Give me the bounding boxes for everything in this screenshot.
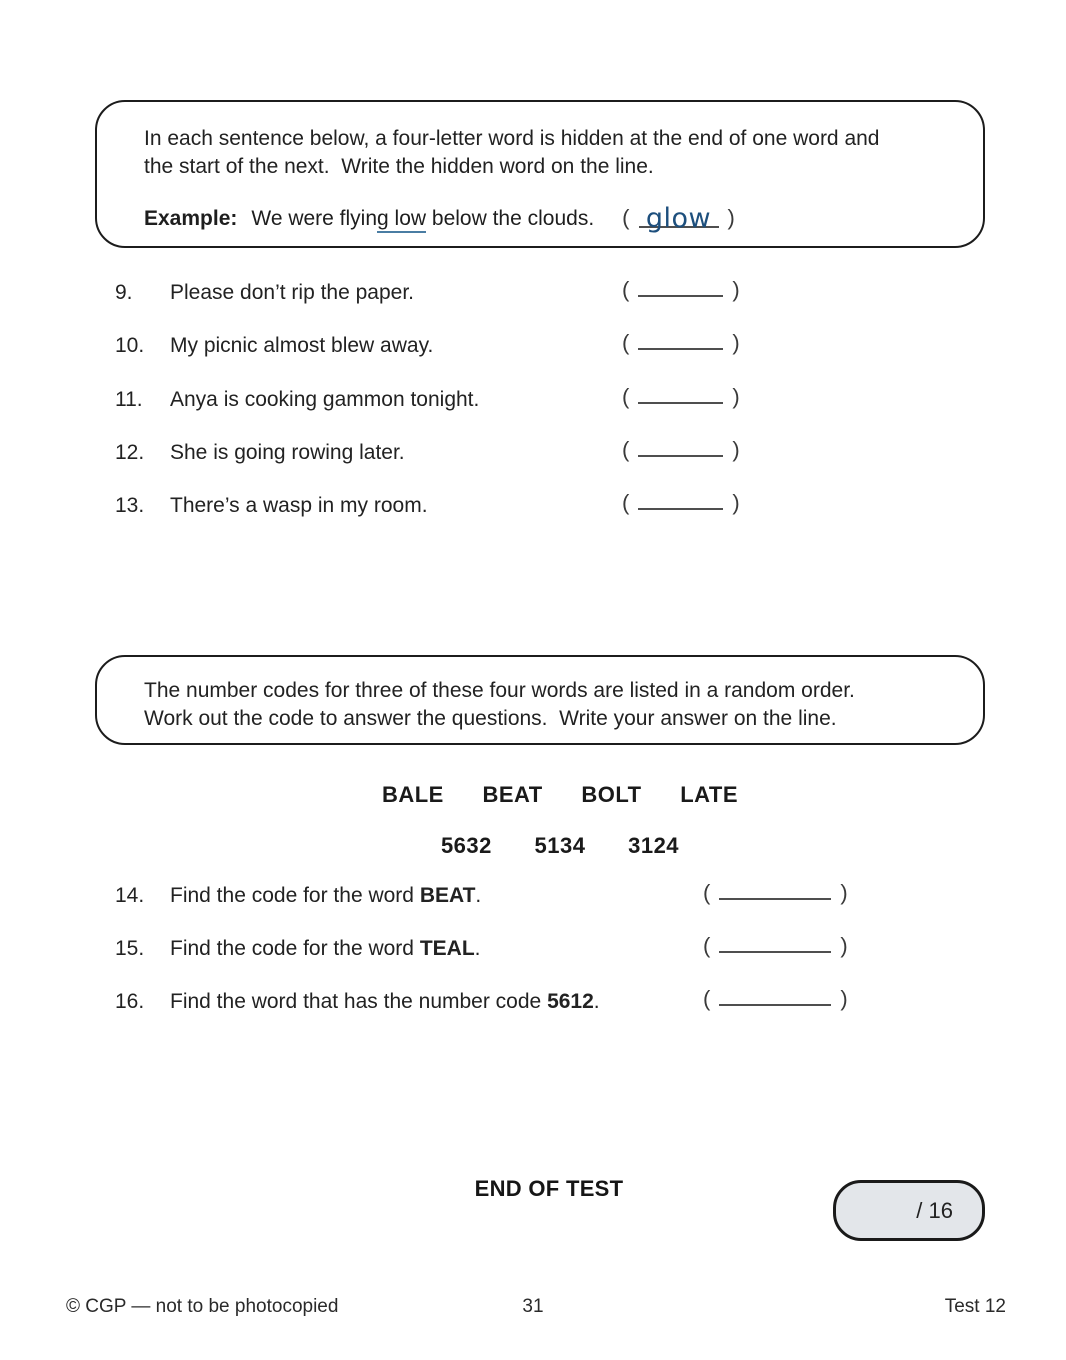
open-paren: ( (622, 205, 630, 230)
open-paren: ( (622, 330, 630, 355)
close-paren: ) (732, 330, 740, 355)
number-code: 5134 (534, 833, 586, 858)
code-word: BOLT (581, 782, 642, 807)
example-sentence: We were flying low below the clouds. (251, 207, 594, 231)
close-paren: ) (732, 277, 740, 302)
question-text: Please don’t rip the paper. (170, 281, 415, 304)
question-text: She is going rowing later. (170, 441, 405, 464)
question-row-13 (115, 490, 995, 518)
example-answer-text: glow (645, 203, 712, 234)
copyright-notice: © CGP — not to be photocopied (66, 1296, 339, 1317)
question-row-16 (115, 986, 995, 1014)
question-row-15 (115, 933, 995, 961)
instruction-box-number-codes (95, 655, 985, 745)
question-number: 16. (115, 990, 145, 1013)
answer-blank-16 (703, 984, 848, 1012)
answer-blank-14 (703, 878, 848, 906)
instruction-text-line1: In each sentence below, a four-letter word is hidden at the end of one word and (144, 127, 880, 150)
answer-line[interactable] (638, 382, 723, 404)
close-paren: ) (727, 205, 735, 230)
question-text: Find the word that has the number code 5612. (170, 990, 600, 1013)
answer-line[interactable] (719, 931, 831, 953)
code-word: BALE (381, 782, 444, 807)
open-paren: ( (622, 277, 630, 302)
number-code: 5632 (440, 833, 492, 858)
example-answer-blank (622, 203, 735, 234)
test-number-label: Test 12 (944, 1296, 1006, 1317)
question-number: 15. (115, 937, 145, 960)
open-paren: ( (703, 933, 711, 958)
example-row (144, 203, 943, 234)
answer-line[interactable] (719, 878, 831, 900)
answer-line[interactable] (638, 435, 723, 457)
question-bold-word: BEAT (419, 884, 476, 907)
number-code: 3124 (628, 833, 680, 858)
code-words-row (27, 782, 1066, 808)
answer-blank-10 (622, 328, 740, 356)
question-row-9 (115, 277, 995, 305)
instruction-text-line1: The number codes for three of these four words are listed in a random order. (144, 679, 855, 702)
question-text: Find the code for the word BEAT. (170, 884, 482, 907)
open-paren: ( (622, 490, 630, 515)
question-text: Anya is cooking gammon tonight. (170, 388, 480, 411)
example-label: Example: (144, 207, 238, 230)
answer-line[interactable] (638, 275, 723, 297)
answer-blank-9 (622, 275, 740, 303)
answer-blank-15 (703, 931, 848, 959)
question-row-10 (115, 330, 995, 358)
answer-blank-13 (622, 488, 740, 516)
open-paren: ( (622, 437, 630, 462)
instruction-text-line2: Work out the code to answer the questions. Write your answer on the line. (144, 707, 837, 730)
open-paren: ( (703, 986, 711, 1011)
instruction-box-hidden-words (95, 100, 985, 248)
answer-blank-11 (622, 382, 740, 410)
close-paren: ) (732, 437, 740, 462)
question-bold-word: TEAL (419, 937, 475, 960)
open-paren: ( (703, 880, 711, 905)
question-number: 11. (115, 388, 143, 411)
score-total-label: / 16 (916, 1197, 953, 1223)
code-word: LATE (680, 782, 739, 807)
question-row-11 (115, 384, 995, 412)
answer-line[interactable] (719, 984, 831, 1006)
question-text: There’s a wasp in my room. (170, 494, 428, 517)
answer-line[interactable] (638, 328, 723, 350)
question-row-12 (115, 437, 995, 465)
question-text: My picnic almost blew away. (170, 334, 434, 357)
close-paren: ) (840, 880, 848, 905)
question-number: 9. (115, 281, 133, 304)
instruction-text-line2: the start of the next. Write the hidden word on the line. (144, 155, 654, 178)
question-number: 10. (115, 334, 145, 357)
question-number: 13. (115, 494, 145, 517)
close-paren: ) (840, 986, 848, 1011)
page-number: 31 (522, 1296, 544, 1317)
question-number: 12. (115, 441, 145, 464)
close-paren: ) (840, 933, 848, 958)
score-box (833, 1180, 985, 1241)
question-text: Find the code for the word TEAL. (170, 937, 481, 960)
example-answer-line (639, 203, 719, 234)
example-underlined-letters: g low (377, 207, 426, 233)
code-word: BEAT (482, 782, 543, 807)
number-codes-row (27, 833, 1066, 859)
open-paren: ( (622, 384, 630, 409)
question-bold-word: 5612 (547, 990, 594, 1013)
question-row-14 (115, 880, 995, 908)
answer-blank-12 (622, 435, 740, 463)
end-of-test-label: END OF TEST (474, 1176, 624, 1201)
question-number: 14. (115, 884, 145, 907)
close-paren: ) (732, 384, 740, 409)
answer-line[interactable] (638, 488, 723, 510)
close-paren: ) (732, 490, 740, 515)
